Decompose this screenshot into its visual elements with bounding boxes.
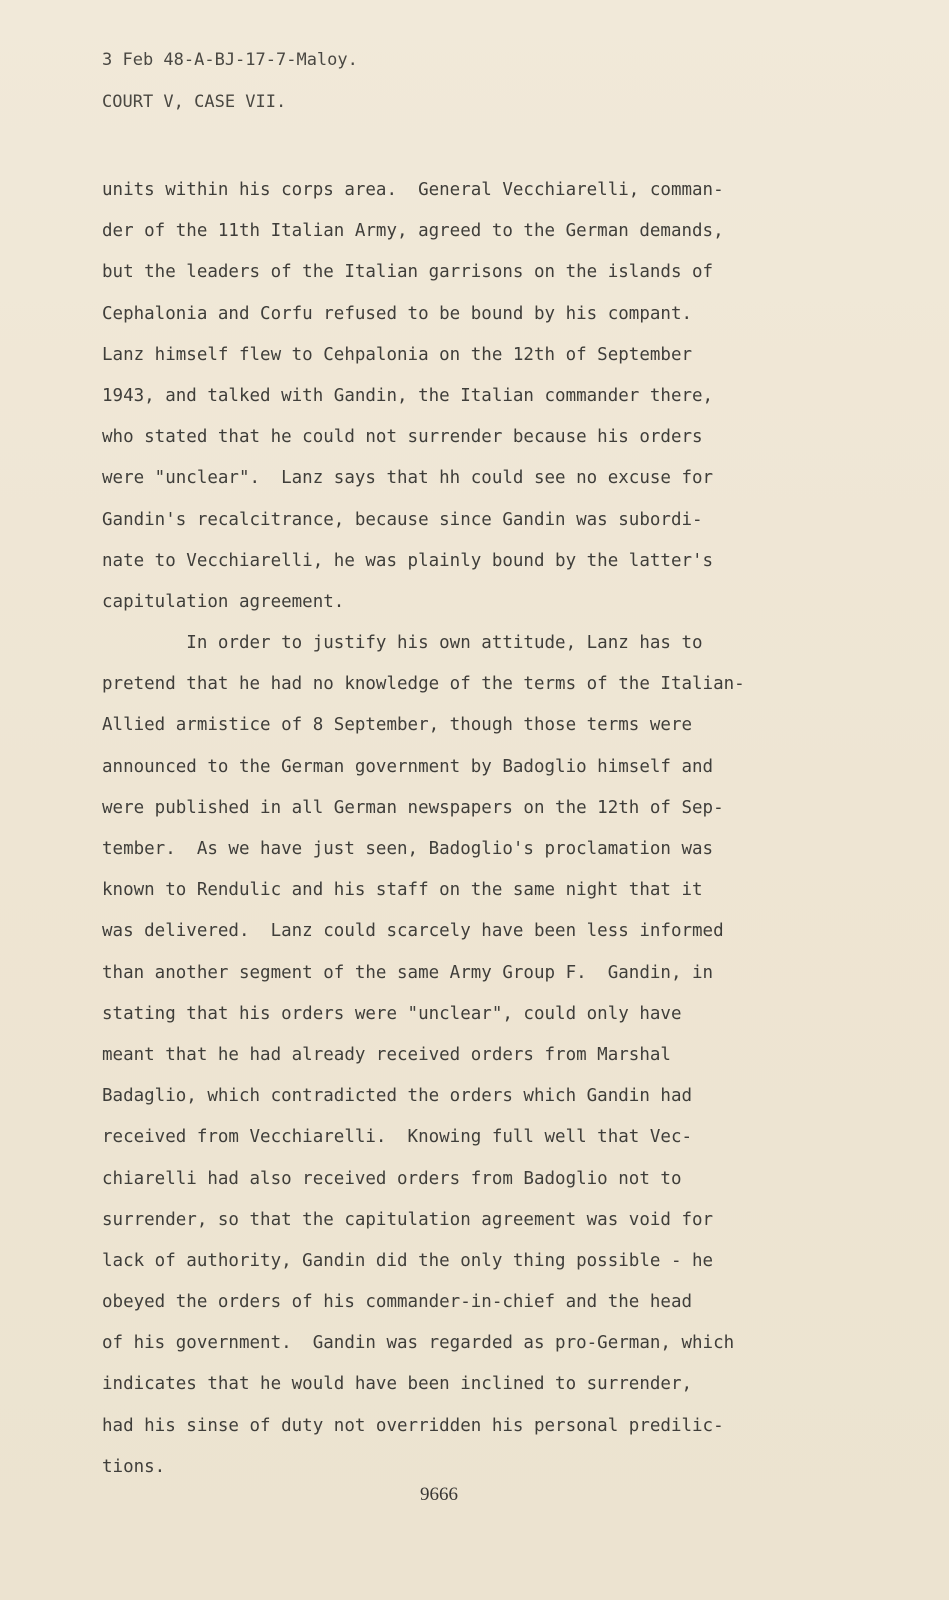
text-line: units within his corps area. General Vecchiarelli, comman-	[102, 180, 724, 200]
text-line: of his government. Gandin was regarded as pro-German, which	[102, 1333, 735, 1354]
text-line: Allied armistice of 8 September, though those terms were	[102, 715, 693, 736]
text-line: were "unclear". Lanz says that hh could see no excuse for	[102, 468, 714, 489]
text-line: obeyed the orders of his commander-in-chief and the head	[102, 1292, 693, 1313]
text-line: were published in all German newspapers on the 12th of Sep-	[102, 797, 724, 818]
text-line: indicates that he would have been inclined to surrender,	[102, 1374, 693, 1395]
text-line: than another segment of the same Army Group F. Gandin, in	[102, 962, 714, 983]
text-line: chiarelli had also received orders from Badoglio not to	[102, 1168, 682, 1189]
text-line: tember. As we have just seen, Badoglio's proclamation was	[102, 839, 714, 859]
body-text	[102, 170, 862, 1488]
text-line: announced to the German government by Badoglio himself and	[102, 756, 714, 777]
text-line: Lanz himself flew to Cehpalonia on the 12th of September	[102, 344, 693, 365]
text-line: surrender, so that the capitulation agreement was void for	[102, 1209, 714, 1230]
text-line: had his sinse of duty not overridden his personal predilic-	[102, 1415, 724, 1436]
text-line: was delivered. Lanz could scarcely have been less informed	[102, 921, 724, 942]
text-line: meant that he had already received orders from Marshal	[102, 1044, 671, 1065]
text-line: lack of authority, Gandin did the only thing possible - he	[102, 1250, 714, 1271]
text-line: tions.	[102, 1456, 166, 1477]
text-line: nate to Vecchiarelli, he was plainly bound by the latter's	[102, 550, 714, 571]
text-line: stating that his orders were "unclear", could only have	[102, 1003, 682, 1024]
document-reference: 3 Feb 48-A-BJ-17-7-Maloy.	[102, 50, 358, 70]
text-line: capitulation agreement.	[102, 591, 345, 612]
text-line: pretend that he had no knowledge of the terms of the Italian-	[102, 674, 745, 695]
text-line: received from Vecchiarelli. Knowing full well that Vec-	[102, 1127, 693, 1148]
text-line: known to Rendulic and his staff on the same night that it	[102, 880, 703, 901]
page-number: 9666	[420, 1484, 458, 1505]
text-line: 1943, and talked with Gandin, the Italian commander there,	[102, 385, 714, 406]
text-line: der of the 11th Italian Army, agreed to the German demands,	[102, 221, 724, 242]
text-line: who stated that he could not surrender because his orders	[102, 427, 703, 448]
text-line: Badaglio, which contradicted the orders which Gandin had	[102, 1086, 693, 1107]
text-line: In order to justify his own attitude, Lanz has to	[102, 633, 703, 654]
text-line: but the leaders of the Italian garrisons on the islands of	[102, 262, 714, 283]
court-case-heading: COURT V, CASE VII.	[102, 92, 287, 112]
text-line: Gandin's recalcitrance, because since Gandin was subordi-	[102, 509, 703, 530]
text-line: Cephalonia and Corfu refused to be bound by his compant.	[102, 303, 693, 324]
